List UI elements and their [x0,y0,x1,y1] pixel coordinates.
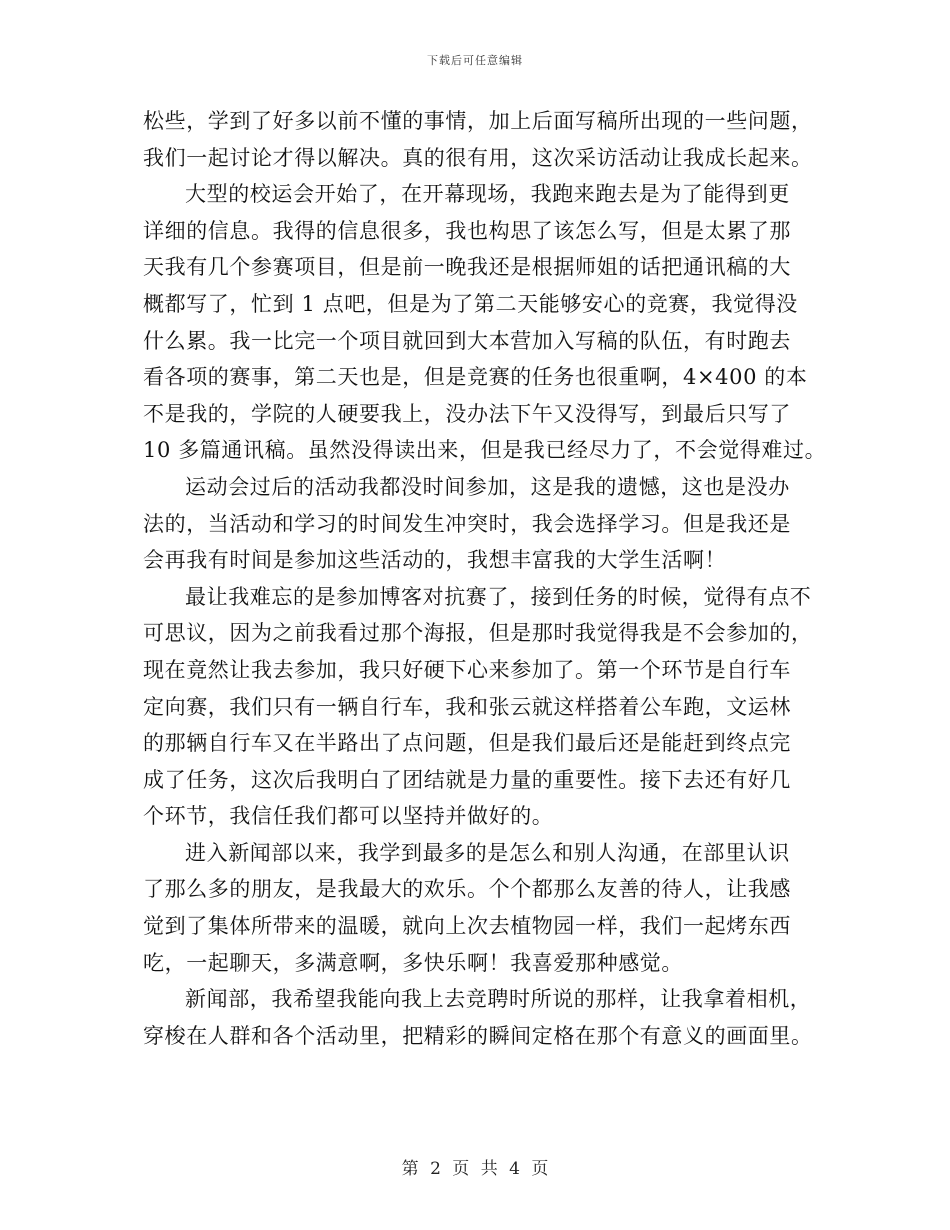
text-line: 的那辆自行车又在半路出了点问题，但是我们最后还是能赶到终点完 [143,731,791,756]
text-line: 天我有几个参赛项目，但是前一晚我还是根据师姐的话把通讯稿的大 [143,255,791,280]
text-line: 可思议，因为之前我看过那个海报，但是那时我觉得我是不会参加的， [143,621,813,646]
text-line: 详细的信息。我得的信息很多，我也构思了该怎么写，但是太累了那 [143,218,791,243]
text-line: 成了任务，这次后我明白了团结就是力量的重要性。接下去还有好几 [143,767,791,792]
text-line: 法的，当活动和学习的时间发生冲突时，我会选择学习。但是我还是 [143,511,791,536]
text-line: 了那么多的朋友，是我最大的欢乐。个个都那么友善的待人，让我感 [143,877,791,902]
text-line: 个环节，我信任我们都可以坚持并做好的。 [143,804,554,829]
text-line: 不是我的，学院的人硬要我上，没办法下午又没得写，到最后只写了 [143,401,791,426]
text-line: 吃，一起聊天，多满意啊，多快乐啊！我喜爱那种感觉。 [143,950,683,975]
text-line: 觉到了集体所带来的温暖，就向上次去植物园一样，我们一起烤东西 [143,914,791,939]
text-line: 新闻部，我希望我能向我上去竞聘时所说的那样，让我拿着相机， [185,987,812,1012]
text-line: 最让我难忘的是参加博客对抗赛了，接到任务的时候，觉得有点不 [185,584,812,609]
text-line: 大型的校运会开始了，在开幕现场，我跑来跑去是为了能得到更 [185,182,790,207]
text-line: 定向赛，我们只有一辆自行车，我和张云就这样搭着公车跑，文运林 [143,694,791,719]
text-line: 会再我有时间是参加这些活动的，我想丰富我的大学生活啊！ [143,548,727,573]
text-line: 现在竟然让我去参加，我只好硬下心来参加了。第一个环节是自行车 [143,657,791,682]
page-footer: 第 2 页 共 4 页 [401,1159,549,1179]
text-line: 穿梭在人群和各个活动里，把精彩的瞬间定格在那个有意义的画面里。 [143,1023,813,1048]
text-line: 我们一起讨论才得以解决。真的很有用，这次采访活动让我成长起来。 [143,145,813,170]
page-header: 下载后可任意编辑 [427,54,523,67]
document-body [143,103,827,1054]
text-line: 松些，学到了好多以前不懂的事情，加上后面写稿所出现的一些问题， [143,109,813,133]
text-line: 运动会过后的活动我都没时间参加，这是我的遗憾，这也是没办 [185,474,790,499]
text-line: 10 多篇通讯稿。虽然没得读出来，但是我已经尽力了，不会觉得难过。 [143,438,827,463]
text-line: 看各项的赛事，第二天也是，但是竞赛的任务也很重啊，4×400 的本 [143,365,808,390]
text-line: 概都写了，忙到 1 点吧，但是为了第二天能够安心的竞赛，我觉得没 [143,291,798,316]
text-line: 什么累。我一比完一个项目就回到大本营加入写稿的队伍，有时跑去 [143,328,791,353]
text-line: 进入新闻部以来，我学到最多的是怎么和别人沟通，在部里认识 [185,840,790,865]
